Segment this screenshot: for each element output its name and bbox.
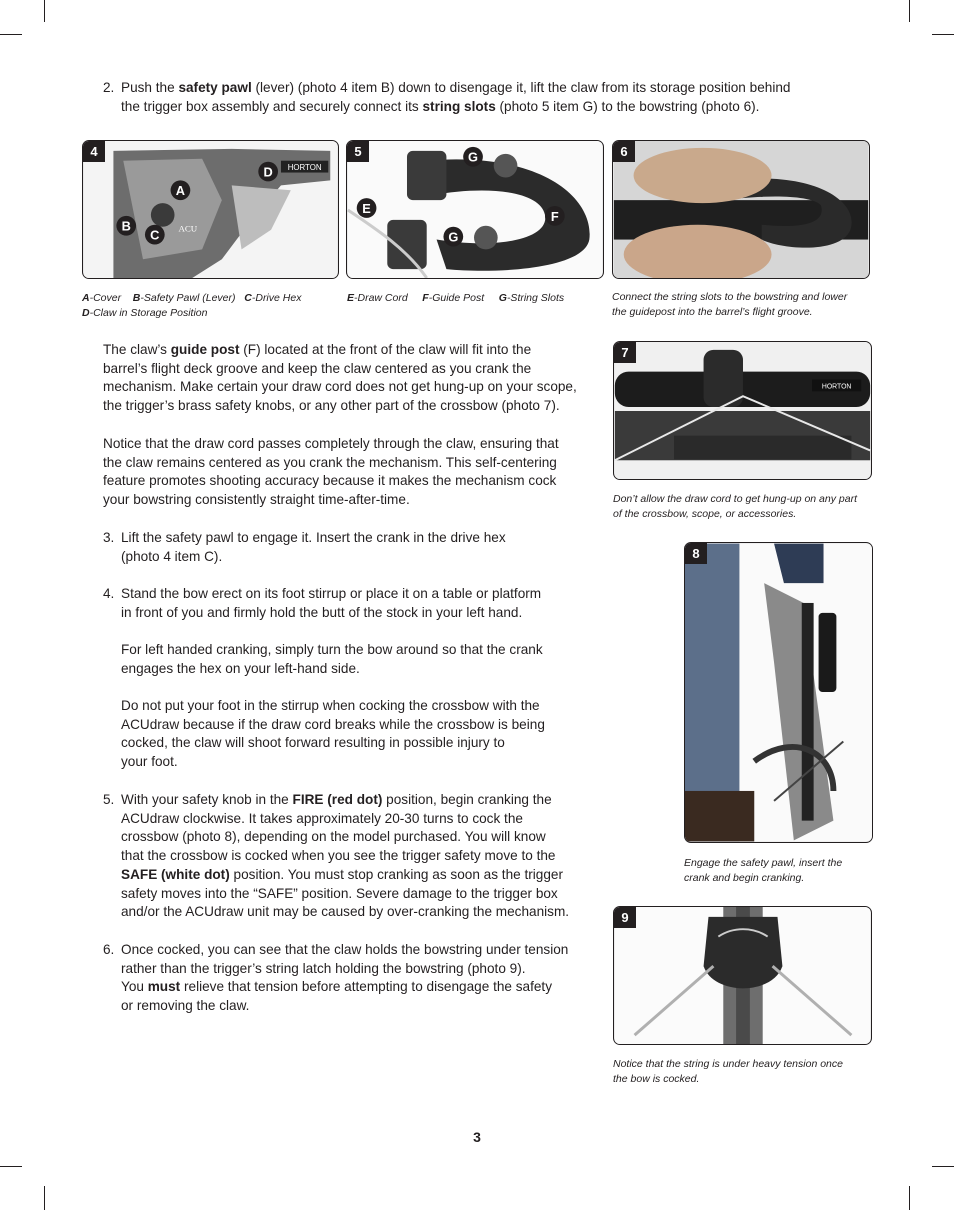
- caption-line: Notice that the string is under heavy tension once: [613, 1058, 843, 1070]
- scope-illustration: [614, 342, 871, 479]
- photo-9-cocked: [613, 906, 872, 1045]
- svg-text:A: A: [175, 183, 186, 199]
- label-e: [357, 198, 377, 218]
- horton-logo: HORTON: [287, 163, 322, 173]
- term-guide-post: guide post: [170, 342, 240, 357]
- text: position. You must stop cranking as soon as the trigger: [229, 866, 563, 882]
- photo-number: 4: [83, 141, 105, 162]
- text-line: barrel’s flight deck groove and keep the claw centered as you crank the: [103, 360, 532, 376]
- step-number: 5.: [103, 792, 115, 807]
- text-line: rather than the trigger’s string latch holding the bowstring (photo 9).: [121, 960, 526, 976]
- text: The claw’s: [103, 342, 171, 357]
- cocked-illustration: [614, 907, 871, 1044]
- text-line: safety moves into the “SAFE” position. Severe damage to the trigger box: [121, 885, 558, 901]
- caption-photo-6: [612, 290, 882, 319]
- caption-line: Engage the safety pawl, insert the: [684, 857, 843, 869]
- text: You: [121, 979, 148, 995]
- caption-line: the bow is cocked.: [613, 1072, 700, 1085]
- text-line: For left handed cranking, simply turn the bow around so that the crank: [121, 642, 543, 657]
- text-line: your foot.: [121, 754, 178, 770]
- paragraph-stirrup-warning: [121, 697, 601, 772]
- stock-illustration: [83, 141, 338, 278]
- text: Lift the safety pawl to engage it. Insert the crank in the drive hex: [121, 530, 506, 545]
- photo-4-stock: [82, 140, 339, 279]
- label-g-bottom: [443, 227, 463, 247]
- photo-5-claw: [346, 140, 604, 279]
- term-safe-white-dot: SAFE (white dot): [121, 866, 230, 882]
- caption-line: Don’t allow the draw cord to get hung-up on any part: [613, 493, 857, 505]
- crop-mark: [0, 34, 22, 35]
- photo-number: 5: [347, 141, 369, 162]
- caption-photo-5: [347, 291, 607, 306]
- term-fire-red-dot: FIRE (red dot): [292, 792, 383, 807]
- text-line: Do not put your foot in the stirrup when cocking the crossbow with the: [121, 698, 540, 713]
- svg-text:B: B: [121, 218, 131, 234]
- text-line: and/or the ACUdraw unit may be caused by over-cranking the mechanism.: [121, 904, 570, 920]
- step-number: 6.: [103, 942, 115, 957]
- crop-mark: [909, 1186, 910, 1210]
- text: With your safety knob in the: [121, 792, 293, 807]
- crop-mark: [932, 1166, 954, 1167]
- key: A: [82, 292, 90, 304]
- key: G: [498, 292, 507, 304]
- text: Push the: [121, 80, 179, 95]
- svg-text:E: E: [362, 200, 371, 216]
- key: D: [82, 306, 90, 319]
- step-5: [103, 791, 603, 922]
- label-g-top: [463, 147, 483, 167]
- svg-text:C: C: [150, 227, 160, 243]
- text-line: Notice that the draw cord passes completely through the claw, ensuring that: [103, 436, 559, 451]
- text-line: the claw remains centered as you crank the mechanism. This self-centering: [103, 454, 557, 470]
- caption-photo-9: [613, 1057, 883, 1086]
- text-line: mechanism. Make certain your draw cord does not get hung-up on your scope,: [103, 379, 577, 395]
- photo-number: 7: [614, 342, 636, 363]
- text: (F) located at the front of the claw will fit into the: [239, 342, 532, 357]
- paragraph-guide-post: [103, 341, 603, 416]
- crop-mark: [44, 0, 45, 22]
- step-3: [103, 529, 603, 566]
- claw-illustration: [347, 141, 603, 278]
- key: C: [244, 292, 252, 304]
- horton-logo: HORTON: [821, 383, 852, 391]
- caption-line: of the crossbow, scope, or accessories.: [613, 507, 797, 520]
- photo-number: 8: [685, 543, 707, 564]
- crop-mark: [909, 0, 910, 22]
- cranking-illustration: [685, 543, 872, 842]
- term-must: must: [147, 979, 181, 995]
- text: -Safety Pawl (Lever): [140, 292, 236, 304]
- svg-text:D: D: [263, 164, 273, 180]
- text-line: ACUdraw because if the draw cord breaks while the crossbow is being: [121, 716, 545, 732]
- text: position, begin cranking the: [382, 792, 552, 807]
- paragraph-left-handed: [121, 641, 601, 678]
- photo-number: 6: [613, 141, 635, 162]
- paragraph-self-centering: [103, 435, 603, 510]
- text: (lever) (photo 4 item B) down to disengage it, lift the claw from its storage position behind: [251, 80, 791, 95]
- caption-line: Connect the string slots to the bowstring and lower: [612, 291, 848, 303]
- caption-photo-7: [613, 492, 883, 521]
- crop-mark: [0, 1166, 22, 1167]
- text: -Drive Hex: [251, 292, 302, 304]
- text-line: your bowstring consistently straight time-after-time.: [103, 492, 410, 508]
- text-line: feature promotes shooting accuracy because it makes the mechanism cock: [103, 473, 557, 489]
- caption-line: crank and begin cranking.: [684, 871, 805, 884]
- step-number: 3.: [103, 530, 115, 545]
- acu-logo: ACU: [178, 223, 198, 234]
- step-number: 4.: [103, 586, 115, 601]
- text: -String Slots: [506, 292, 565, 304]
- label-c: [145, 225, 165, 245]
- text: Stand the bow erect on its foot stirrup or place it on a table or platform: [121, 586, 542, 601]
- text: -Draw Cord: [354, 292, 408, 304]
- caption-photo-8: [684, 856, 884, 885]
- text-line: (photo 4 item C).: [121, 548, 223, 564]
- text-line: or removing the claw.: [121, 998, 250, 1014]
- label-a: [171, 180, 191, 200]
- step-6: [103, 941, 603, 1016]
- label-b: [116, 216, 136, 236]
- caption-photo-4: [82, 291, 342, 320]
- caption-line: the guidepost into the barrel’s flight groove.: [612, 305, 813, 318]
- photo-number: 9: [614, 907, 636, 928]
- text: relieve that tension before attempting to disengage the safety: [180, 979, 553, 995]
- label-f: [545, 206, 565, 226]
- svg-text:F: F: [550, 208, 559, 224]
- text-line: engages the hex on your left-hand side.: [121, 660, 360, 676]
- key: B: [132, 292, 141, 304]
- text: Once cocked, you can see that the claw holds the bowstring under tension: [121, 942, 569, 957]
- photo-6-connecting: [612, 140, 870, 279]
- photo-8-cranking: [684, 542, 873, 843]
- step-2: [103, 79, 863, 116]
- text: -Claw in Storage Position: [89, 306, 208, 319]
- crop-mark: [932, 34, 954, 35]
- step-4: [103, 585, 603, 622]
- photo-7-scope: [613, 341, 872, 480]
- text-line: the trigger’s brass safety knobs, or any other part of the crossbow (photo 7).: [103, 398, 560, 414]
- step-number: 2.: [103, 80, 115, 95]
- crop-mark: [44, 1186, 45, 1210]
- text-line: crossbow (photo 8), depending on the model purchased. You will know: [121, 829, 546, 845]
- hands-illustration: [613, 141, 869, 278]
- svg-text:G: G: [468, 149, 479, 165]
- term-safety-pawl: safety pawl: [178, 80, 252, 95]
- text: the trigger box assembly and securely connect its: [121, 98, 423, 114]
- svg-text:G: G: [448, 229, 459, 245]
- page-number: 3: [473, 1129, 481, 1145]
- text-line: cocked, the claw will shoot forward resulting in possible injury to: [121, 735, 505, 751]
- label-d: [258, 162, 278, 182]
- text: (photo 5 item G) to the bowstring (photo 6).: [495, 98, 760, 114]
- text: -Guide Post: [428, 292, 485, 304]
- text-line: in front of you and firmly hold the butt of the stock in your left hand.: [121, 604, 523, 620]
- key: F: [422, 292, 429, 304]
- key: E: [347, 292, 355, 304]
- text-line: ACUdraw clockwise. It takes approximately 20-30 turns to cock the: [121, 810, 523, 826]
- term-string-slots: string slots: [422, 98, 496, 114]
- text-line: that the crossbow is cocked when you see the trigger safety move to the: [121, 848, 556, 864]
- text: -Cover: [89, 292, 122, 304]
